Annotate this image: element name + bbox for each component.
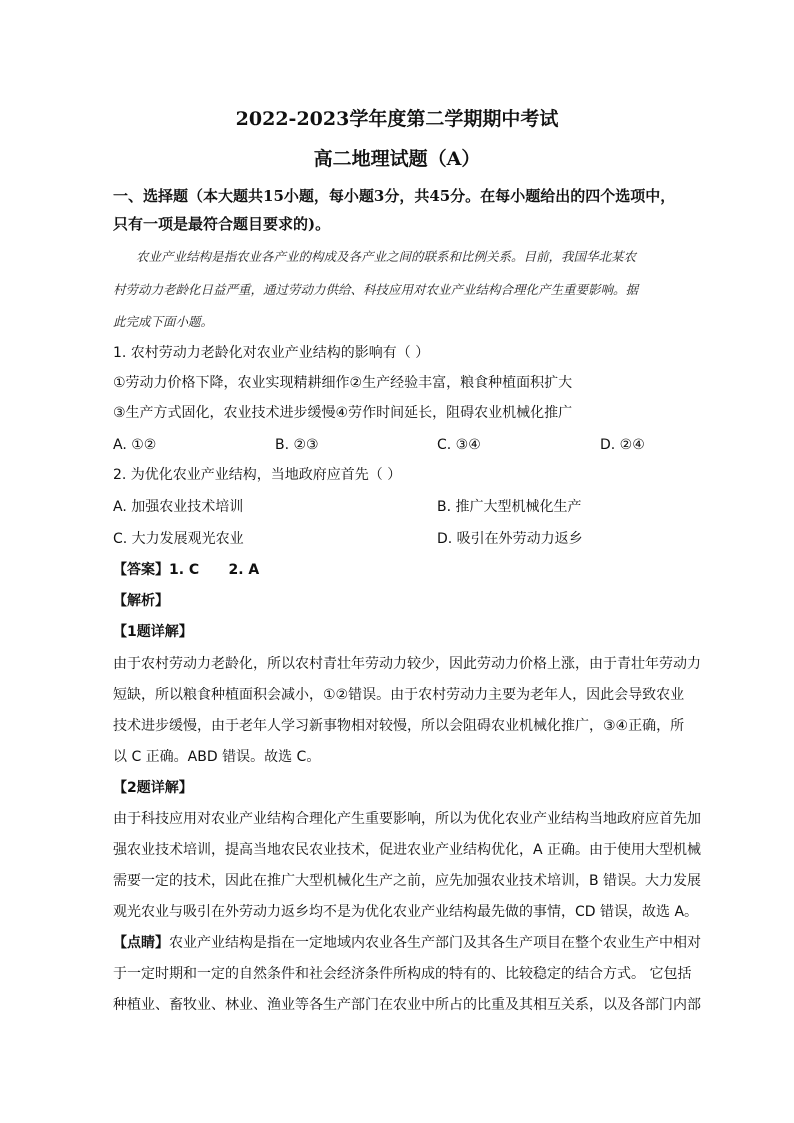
- passage-line3: 此完成下面小题。: [113, 314, 214, 329]
- exam-subtitle: 高二地理试题（A）: [313, 148, 481, 170]
- question-1-option-d: D. ②④: [600, 437, 645, 453]
- tip-first-text: 农业产业结构是指在一定地域内农业各生产部门及其各生产项目在整个农业生产中相对: [169, 935, 701, 951]
- question-2-option-b: B. 推广大型机械化生产: [437, 499, 582, 515]
- question-1-option-b: B. ②③: [275, 437, 319, 453]
- detail-1-line3: 技术进步缓慢，由于老年人学习新事物相对较慢，所以会阻碍农业机械化推广，③④正确，所: [113, 718, 685, 734]
- answer-label: 【答案】: [113, 562, 169, 578]
- section-heading-line1: 一、选择题（本大题共15小题，每小题3分，共45分。在每小题给出的四个选项中，: [113, 187, 676, 205]
- question-2-option-d: D. 吸引在外劳动力返乡: [437, 531, 583, 547]
- tip-line1: [113, 933, 703, 953]
- exam-title: 2022-2023学年度第二学期期中考试: [235, 108, 559, 130]
- passage-line1: 农业产业结构是指农业各产业的构成及各产业之间的联系和比例关系。目前，我国华北某农: [136, 249, 637, 264]
- question-1-option-c: C. ③④: [437, 437, 481, 453]
- detail-1-line1: 由于农村劳动力老龄化，所以农村青壮年劳动力较少，因此劳动力价格上涨，由于青壮年劳动力: [113, 656, 701, 672]
- question-2-stem: 2. 为优化农业产业结构，当地政府应首先（ ）: [113, 467, 402, 483]
- section-heading-line2: 只有一项是最符合题目要求的)。: [113, 215, 331, 233]
- answer-line: [113, 560, 703, 580]
- tip-label: 【点睛】: [113, 935, 169, 951]
- passage-line2: 村劳动力老龄化日益严重，通过劳动力供给、科技应用对农业产业结构合理化产生重要影响。据: [113, 282, 639, 297]
- detail-1-line4: 以 C 正确。ABD 错误。故选 C。: [113, 749, 321, 765]
- detail-2-line3: 需要一定的技术，因此在推广大型机械化生产之前，应先加强农业技术培训，B 错误。大力发展: [113, 873, 702, 889]
- question-2-option-a: A. 加强农业技术培训: [113, 499, 244, 515]
- tip-line2: 于一定时期和一定的自然条件和社会经济条件所构成的特有的、比较稳定的结合方式。 它包括: [113, 966, 692, 982]
- analysis-label: 【解析】: [113, 593, 169, 609]
- answer-text: 1. C 2. A: [169, 562, 260, 578]
- detail-1-label: 【1题详解】: [113, 624, 193, 640]
- detail-2-line4: 观光农业与吸引在外劳动力返乡均不是为优化农业产业结构最先做的事情，CD 错误，故选 A。: [113, 904, 699, 920]
- tip-line3: 种植业、畜牧业、林业、渔业等各生产部门在农业中所占的比重及其相互关系，以及各部门内部: [113, 997, 701, 1013]
- detail-2-line2: 强农业技术培训，提高当地农民农业技术，促进农业产业结构优化，A 正确。由于使用大型机械: [113, 842, 702, 858]
- question-2-option-c: C. 大力发展观光农业: [113, 531, 244, 547]
- detail-1-line2: 短缺，所以粮食种植面积会减小，①②错误。由于农村劳动力主要为老年人，因此会导致农业: [113, 687, 685, 703]
- question-1-stem: 1. 农村劳动力老龄化对农业产业结构的影响有（ ）: [113, 345, 430, 361]
- question-1-option-a: A. ①②: [113, 437, 157, 453]
- detail-2-label: 【2题详解】: [113, 780, 193, 796]
- question-1-statements-2: ③生产方式固化，农业技术进步缓慢④劳作时间延长，阻碍农业机械化推广: [113, 405, 573, 421]
- detail-2-line1: 由于科技应用对农业产业结构合理化产生重要影响，所以为优化农业产业结构当地政府应首先加: [113, 811, 701, 827]
- question-1-statements-1: ①劳动力价格下降，农业实现精耕细作②生产经验丰富，粮食种植面积扩大: [113, 375, 573, 391]
